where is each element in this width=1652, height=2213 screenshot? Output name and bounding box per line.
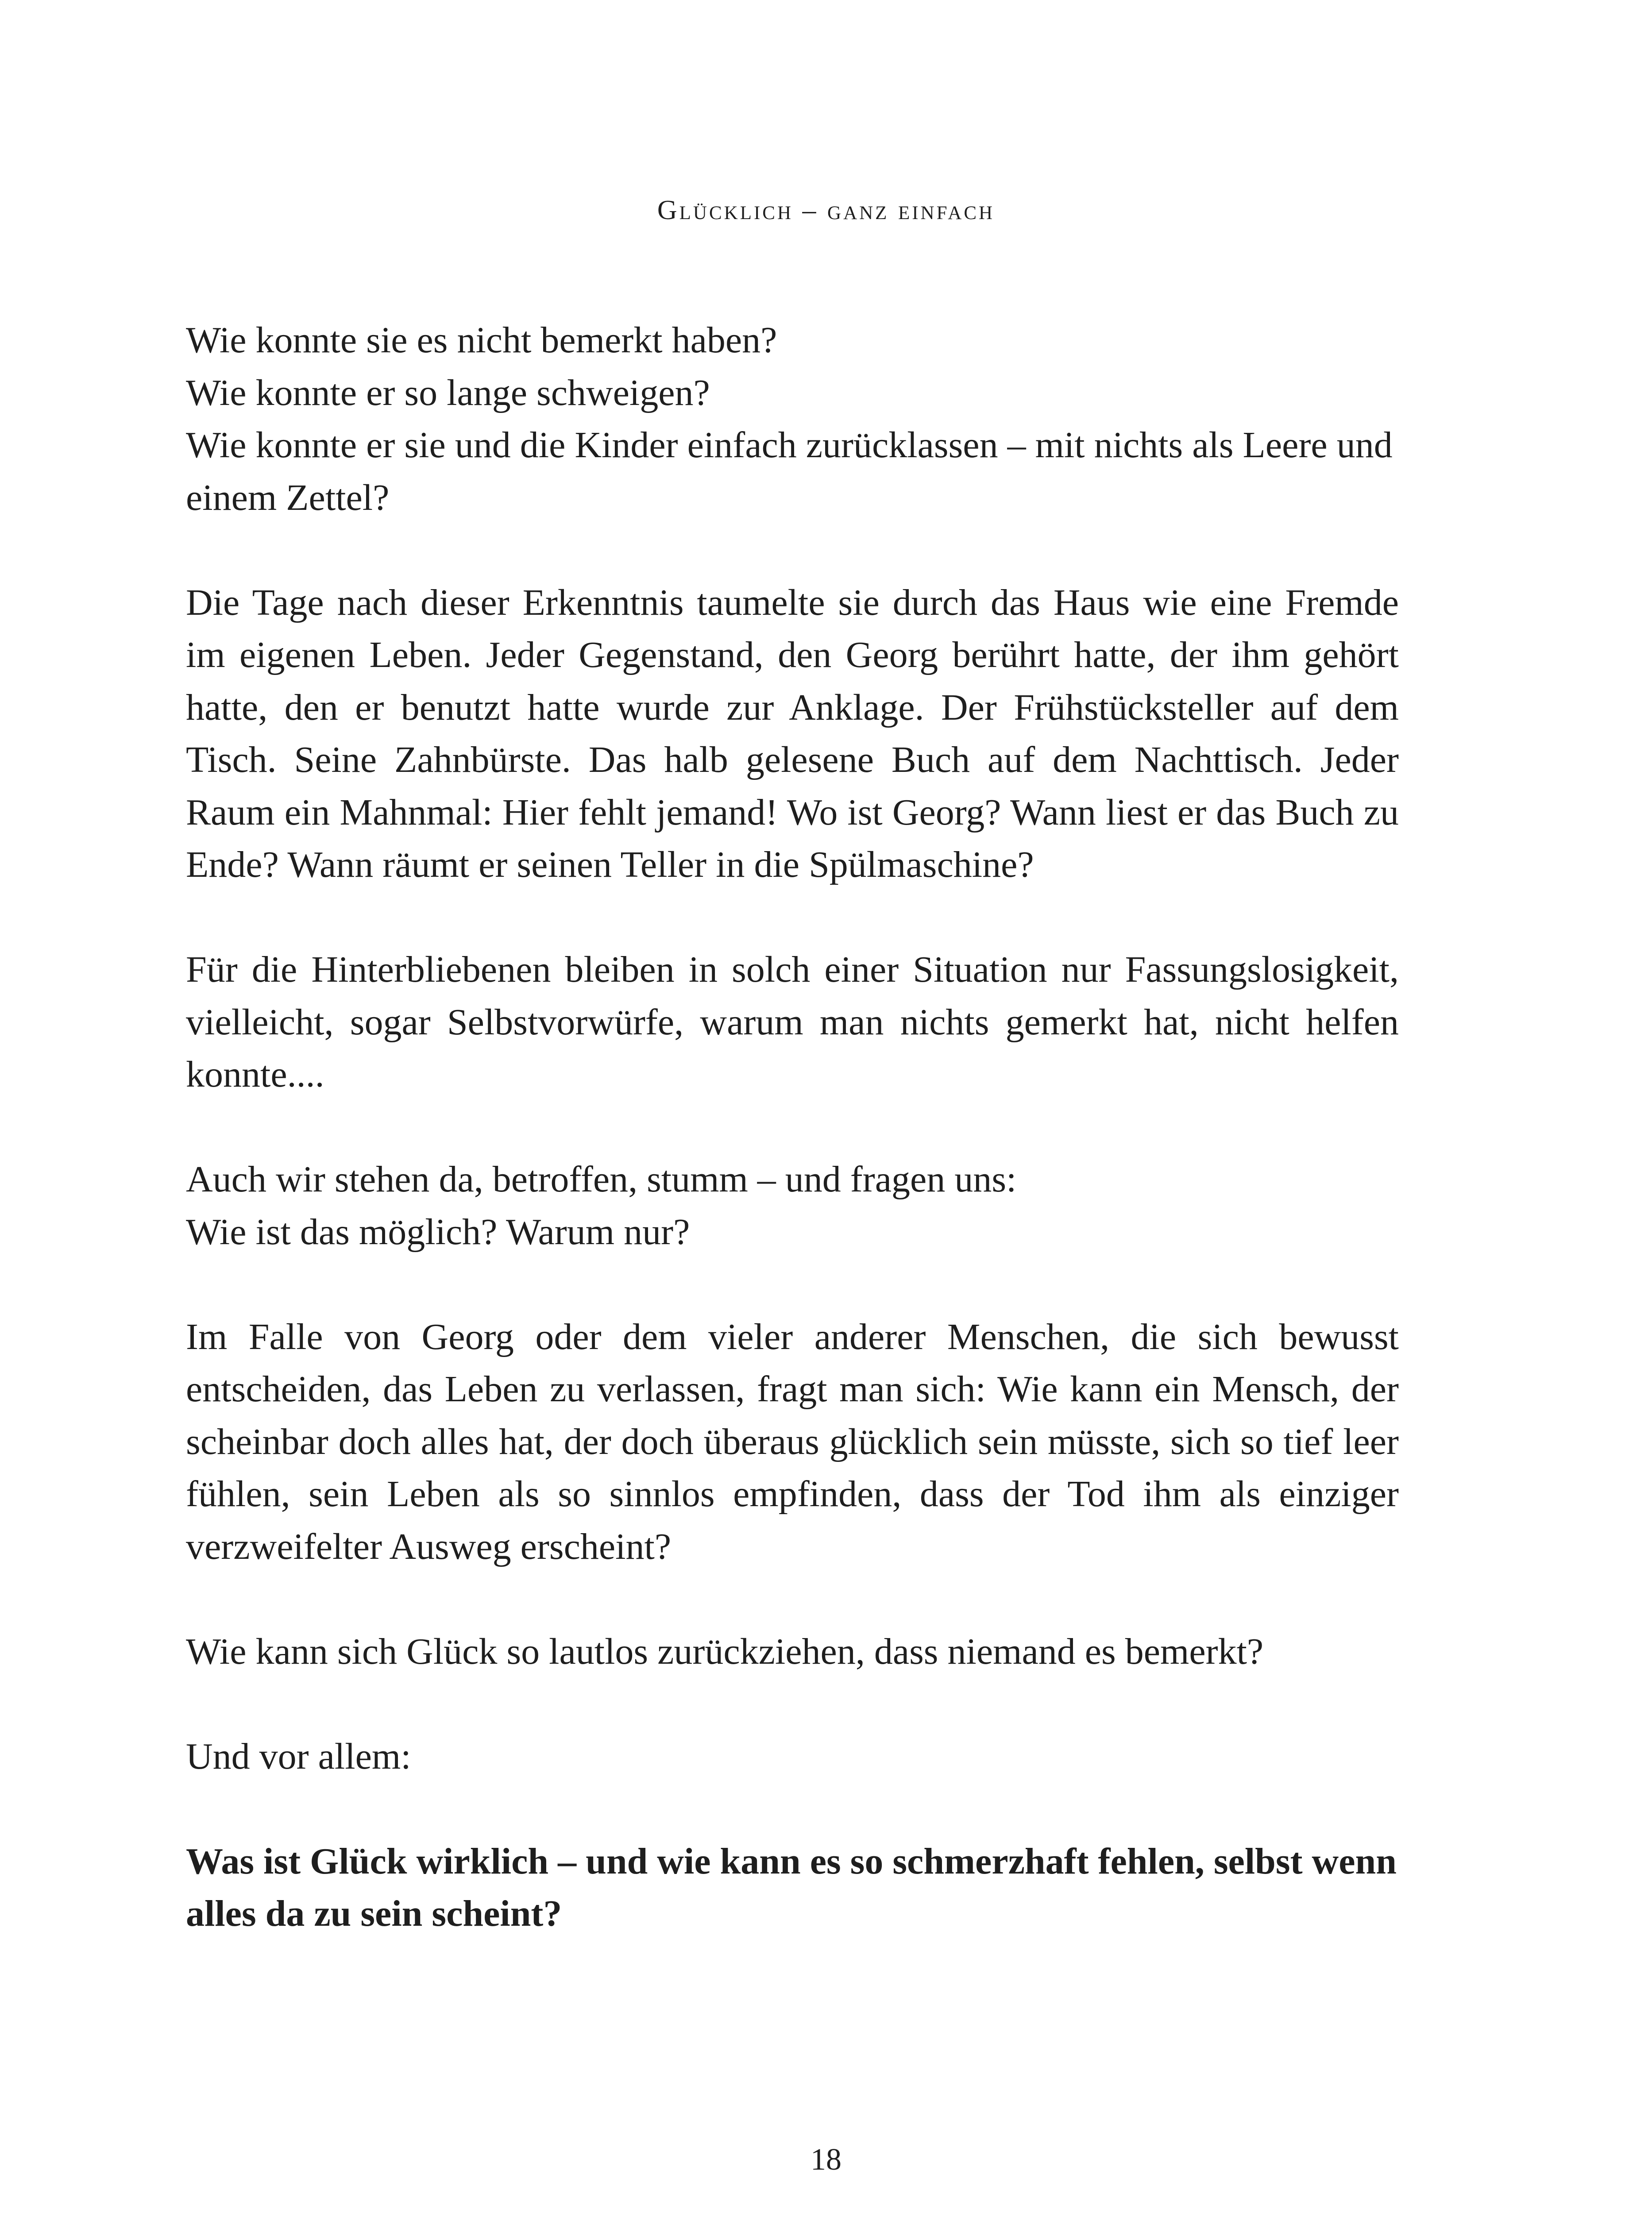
text-line: Auch wir stehen da, betroffen, stumm – und fragen uns: (186, 1159, 1017, 1200)
paragraph-above-all: Und vor allem: (186, 1735, 411, 1777)
paragraph-happiness-retreat: Wie kann sich Glück so lautlos zurückziehen, dass niemand es bemerkt? (186, 1631, 1264, 1672)
paragraph-we-stand (186, 1153, 1399, 1258)
text-line: Wie konnte sie es nicht bemerkt haben? (186, 320, 777, 361)
paragraph-key-question: Was ist Glück wirklich – und wie kann es so schmerzhaft fehlen, selbst wenn alles da zu sein scheint? (186, 1840, 1397, 1934)
paragraph-georg-case: Im Falle von Georg oder dem vieler anderer Menschen, die sich bewusst entscheiden, das Leben zu verlassen, fragt man sich: Wie kann ein Mensch, der scheinbar doch alles hat, der doch überaus glücklich sein müsste, sich so tief leer fühlen, sein Leben als so sinnlos empfinden, dass der Tod ihm als einziger verzweifelter Ausweg erscheint? (186, 1316, 1399, 1567)
paragraph-questions (186, 314, 1399, 524)
running-header: Glücklich – ganz einfach (657, 195, 995, 225)
paragraph-survivors: Für die Hinterbliebenen bleiben in solch einer Situation nur Fassungslosigkeit, vielleicht, sogar Selbstvorwürfe, warum man nichts gemerkt hat, nicht helfen konnte.... (186, 949, 1399, 1095)
text-line: Wie konnte er sie und die Kinder einfach zurücklassen – mit nichts als Leere und einem Zettel? (186, 424, 1393, 518)
text-line: Wie konnte er so lange schweigen? (186, 372, 710, 413)
body-text (186, 314, 1399, 1993)
paragraph-days-after: Die Tage nach dieser Erkenntnis taumelte sie durch das Haus wie eine Fremde im eigenen Leben. Jeder Gegenstand, den Georg berührt hatte, der ihm gehört hatte, den er benutzt hatte wurde zur Anklage. Der Frühstücksteller auf dem Tisch. Seine Zahnbürste. Das halb gelesene Buch auf dem Nachttisch. Jeder Raum ein Mahnmal: Hier fehlt jemand! Wo ist Georg? Wann liest er das Buch zu Ende? Wann räumt er seinen Teller in die Spülmaschine? (186, 582, 1399, 885)
page-number: 18 (811, 2143, 841, 2177)
text-line: Wie ist das möglich? Warum nur? (186, 1211, 690, 1253)
